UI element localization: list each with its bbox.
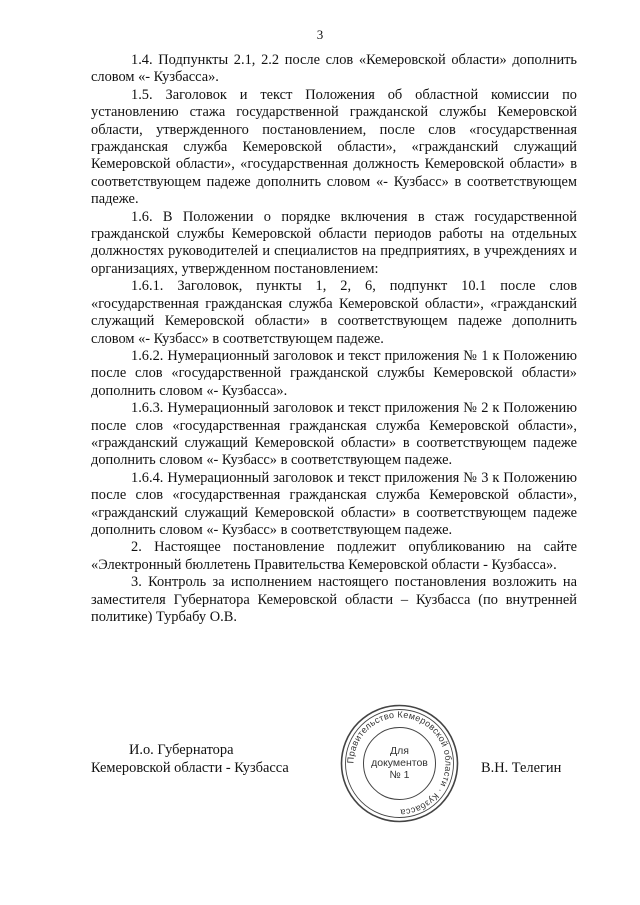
paragraph-1-6-1: 1.6.1. Заголовок, пункты 1, 2, 6, подпункт 10.1 после слов «государственная гражданская служба Кемеровской области», «гражданский служащий Кемеровской области» в соответствующем падеже дополнить словом «- Кузбасс» в соответствующем падеже. [91,278,577,347]
paragraph-1-6-2: 1.6.2. Нумерационный заголовок и текст приложения № 1 к Положению после слов «государственной гражданской службы Кемеровской области» дополнить словом «- Кузбасса». [91,347,577,399]
seal-center-line1: Для [390,745,409,757]
signatory-title [91,741,311,777]
paragraph-1-5: 1.5. Заголовок и текст Положения об областной комиссии по установлению стажа государственной гражданской службы Кемеровской области, утвержденного постановлением, после слов «государственная гражданская служба Кемеровской области», «гражданский служащий Кемеровской области», «государственная должность Кемеровской области» в соответствующем падеже дополнить словом «- Кузбасс» в соответствующем падеже. [91,86,577,208]
seal-center-line3: № 1 [389,769,410,781]
paragraph-1-6: 1.6. В Положении о порядке включения в стаж государственной гражданской службы Кемеровской области периодов работы на отдельных должностях руководителей и специалистов на предприятиях, в учреждениях и организациях, утвержденном постановлением: [91,208,577,277]
page-number: 3 [316,27,324,42]
paragraph-3: 3. Контроль за исполнением настоящего постановления возложить на заместителя Губернатора Кемеровской области – Кузбасса (по внутренней политике) Турбабу О.В. [91,574,577,625]
paragraph-1-6-4: 1.6.4. Нумерационный заголовок и текст приложения № 3 к Положению после слов «государственная гражданская служба Кемеровской области», «гражданский служащий Кемеровской области» в соответствующем падеже дополнить словом «- Кузбасс» в соответствующем падеже. [91,469,577,538]
signatory-title-line2: Кемеровской области - Кузбасса [91,760,289,776]
document-body [91,52,577,626]
signatory-name: В.Н. Телегин [481,760,562,776]
official-seal [337,701,462,826]
seal-ring-text: Правительство Кемеровской области · Кузбасса [345,709,454,818]
paragraph-1-4: 1.4. Подпункты 2.1, 2.2 после слов «Кемеровской области» дополнить словом «- Кузбасса». [91,52,577,86]
seal-center-text [337,745,462,781]
signatory-title-line1: И.о. Губернатора [129,742,234,758]
seal-center-line2: документов [371,757,428,769]
paragraph-1-6-3: 1.6.3. Нумерационный заголовок и текст приложения № 2 к Положению после слов «государственная гражданская служба Кемеровской области», «гражданский служащий Кемеровской области» в соответствующем падеже дополнить словом «- Кузбасс» в соответствующем падеже. [91,400,577,469]
paragraph-2: 2. Настоящее постановление подлежит опубликованию на сайте «Электронный бюллетень Правительства Кемеровской области - Кузбасса». [91,539,577,573]
